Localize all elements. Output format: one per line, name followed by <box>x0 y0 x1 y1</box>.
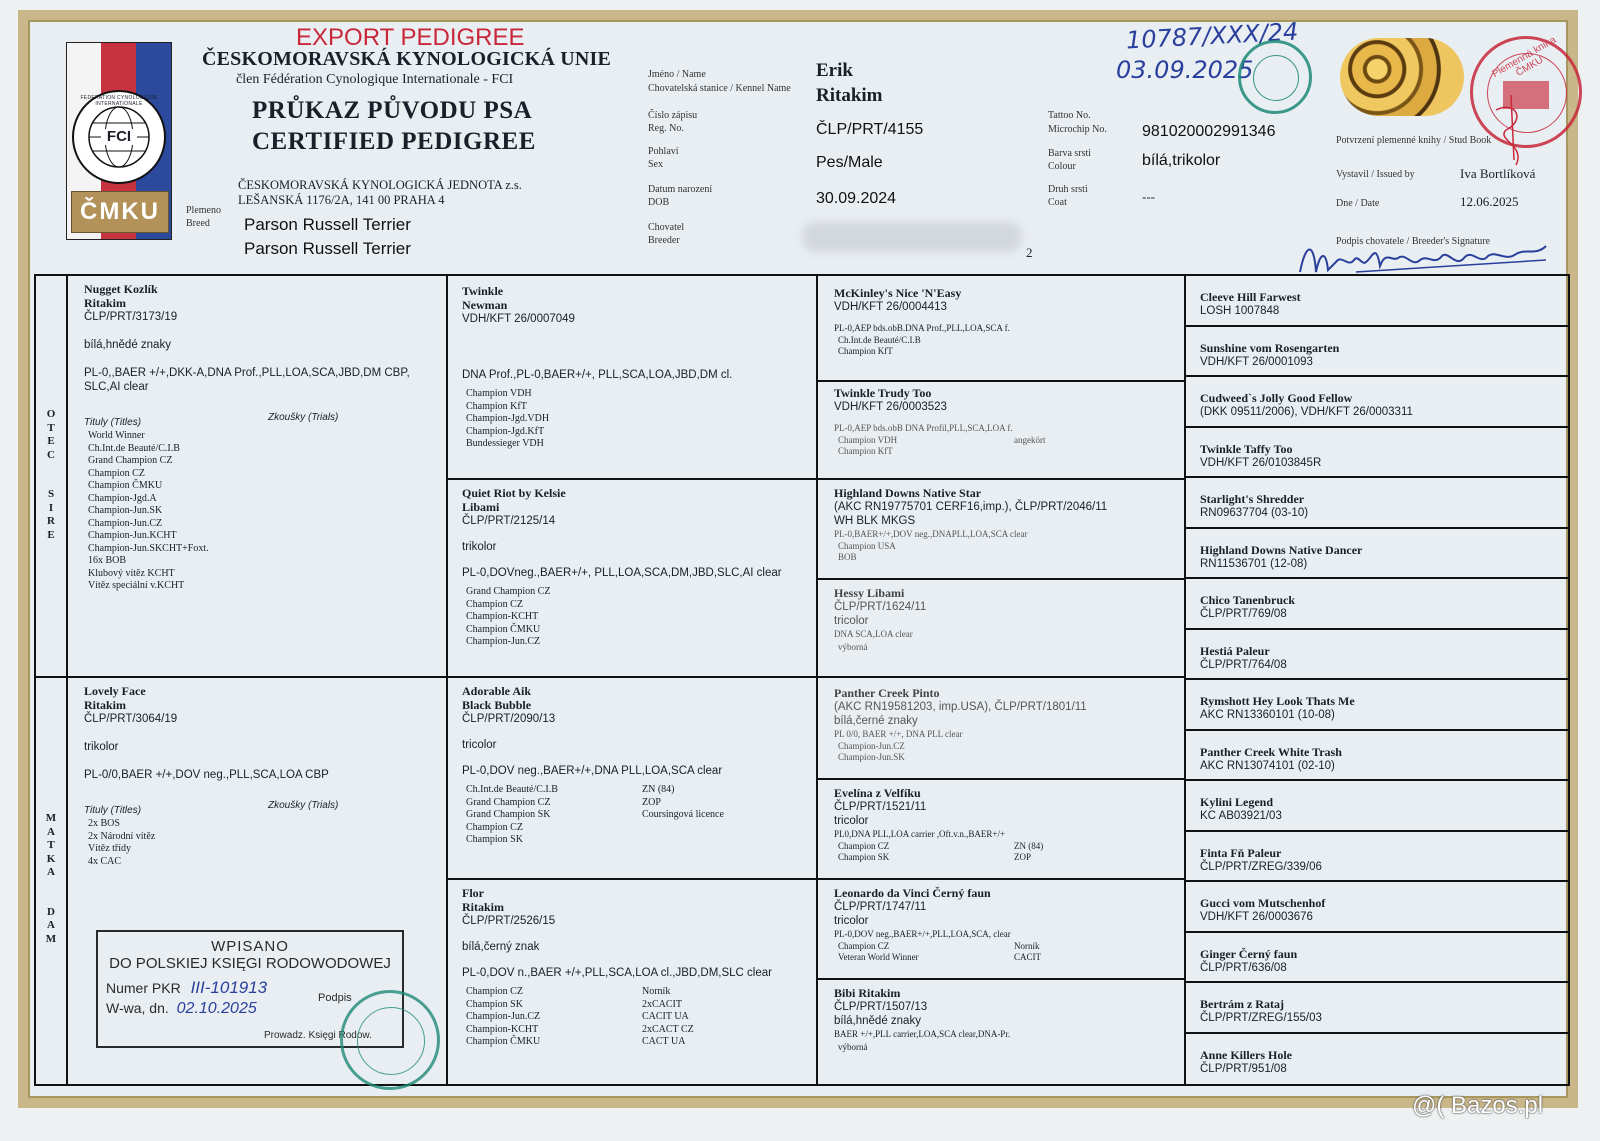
polish-number: III-101913 <box>190 978 268 997</box>
gen2-divider-3 <box>446 878 818 880</box>
sex-value: Pes/Male <box>816 154 883 171</box>
gen2-cell-1 <box>448 280 816 478</box>
gen4-row: Chico Tanenbruck ČLP/PRT/769/08 <box>1186 579 1568 630</box>
reg-label-cz: Číslo zápisu <box>648 110 698 121</box>
gen2-4-colour: bílá,černý znak <box>462 941 540 953</box>
gen4-row: Cudweed`s Jolly Good Fellow (DKK 09511/2006), VDH/KFT 26/0003311 <box>1186 377 1568 428</box>
gen3-4-titles: výborná <box>838 641 868 652</box>
breeder-label-cz: Chovatel <box>648 222 685 233</box>
gen2-2-kennel: Libami <box>462 500 500 514</box>
dam-reg: ČLP/PRT/3064/19 <box>84 713 178 725</box>
gen4-row: Ginger Černý faun ČLP/PRT/636/08 <box>1186 933 1568 984</box>
gen2-3-kennel: Black Bubble <box>462 698 532 712</box>
gen3-8-name: Bibi Ritakim <box>834 986 901 1000</box>
gen4-row: Sunshine vom Rosengarten VDH/KFT 26/0001093 <box>1186 327 1568 378</box>
dog-name: Erik <box>816 60 853 81</box>
gen3-8-titles: výborná <box>838 1041 868 1052</box>
breed-label-cz: Plemeno <box>186 205 221 216</box>
polish-stamp-line2: DO POLSKIEJ KSIĘGI RODOWODOWEJ <box>109 955 391 972</box>
sire-name: Nugget Kozlík <box>84 282 158 296</box>
gen3-3-titles: Champion USA BOB <box>838 540 896 562</box>
sire-titles-list: World Winner Ch.Int.de Beauté/C.I.B Grand Champion CZ Champion CZ Champion ČMKU Champion-Jgd.A Champion-Jun.SK Champion-Jun.CZ Champion-Jun.KCHT Champion-Jun.SKCHT+Foxt. 16x BOB Klubový vítěz KCHT Vítěz speciální v.KCHT <box>88 430 209 591</box>
sex-label-cz: Pohlaví <box>648 146 679 157</box>
dob-value: 30.09.2024 <box>816 190 897 207</box>
export-pedigree-stamp: EXPORT PEDIGREE <box>296 24 525 51</box>
watermark: @( Bazos.pl <box>1412 1092 1544 1119</box>
dam-name: Lovely Face <box>84 684 146 698</box>
dog-kennel: Ritakim <box>816 85 883 106</box>
gen3-8-colour: bílá,hnědé znaky <box>834 1015 921 1027</box>
breed-label-en: Breed <box>186 218 210 229</box>
polish-keeper-label: Prowadz. Księgi Rodow. <box>264 1030 372 1041</box>
org-member: člen Fédération Cynologique Internationale - FCI <box>236 72 514 87</box>
gen3-5-health: PL 0/0, BAER +/+, DNA PLL clear <box>834 729 963 739</box>
cmku-logo-mark <box>71 191 169 233</box>
colour-label-en: Colour <box>1048 161 1076 172</box>
microchip-value: 981020002991346 <box>1142 123 1276 140</box>
gen3-cell-5 <box>820 682 1184 778</box>
green-round-stamp <box>1238 40 1312 114</box>
side-label-divider <box>66 274 68 1086</box>
sire-cell <box>70 278 446 674</box>
polish-round-stamp <box>340 990 440 1090</box>
gen2-1-titles: Champion VDH Champion KfT Champion-Jgd.VDH Champion-Jgd.KfT Bundessieger VDH <box>466 388 550 449</box>
gen3-3-reg: (AKC RN19775701 CERF16,imp.), ČLP/PRT/2046/11 <box>834 501 1108 513</box>
gen2-1-health: DNA Prof.,PL-0,BAER+/+, PLL,SCA,LOA,JBD,DM cl. <box>462 369 733 381</box>
gen2-3-reg: ČLP/PRT/2090/13 <box>462 713 556 725</box>
sire-side-label: O T E C S I R E <box>46 408 56 541</box>
dam-kennel: Ritakim <box>84 698 126 712</box>
gen3-2-trial: angekört <box>1014 434 1046 445</box>
gen4-row: Cleeve Hill Farwest LOSH 1007848 <box>1186 276 1568 327</box>
reg-no: ČLP/PRT/4155 <box>816 121 924 138</box>
gen2-3-health: PL-0,DOV neg.,BAER+/+,DNA PLL,LOA,SCA clear <box>462 765 723 777</box>
gen3-1-reg: VDH/KFT 26/0004413 <box>834 301 947 313</box>
gen2-4-health: PL-0,DOV n.,BAER +/+,PLL,SCA,LOA cl.,JBD,DM,SLC clear <box>462 967 772 979</box>
gen4-column <box>1186 276 1568 1084</box>
gen3-8-reg: ČLP/PRT/1507/13 <box>834 1001 928 1013</box>
coat-value: --- <box>1142 189 1155 204</box>
title-cz: PRŮKAZ PŮVODU PSA <box>252 97 533 124</box>
cmku-logo <box>66 42 172 240</box>
breeder-signature-label: Podpis chovatele / Breeder's Signature <box>1336 236 1490 247</box>
gen4-row: Hestiá Paleur ČLP/PRT/764/08 <box>1186 630 1568 681</box>
polish-number-label: Numer PKR <box>106 980 181 996</box>
gen3-6-titles: Champion CZ Champion SK ZN (84) ZOP <box>838 840 1044 862</box>
breeder-blurred <box>802 222 1022 252</box>
dam-side-label: M A T K A D A M <box>45 812 57 945</box>
polish-sign-label: Podpis <box>318 992 352 1004</box>
polish-date: 02.10.2025 <box>176 1000 257 1017</box>
coat-label-cz: Druh srsti <box>1048 184 1088 195</box>
gen2-3-trials: ZN (84) ZOP Coursingová licence <box>642 784 724 820</box>
gen3-cell-1 <box>820 282 1184 380</box>
gen3-5-reg: (AKC RN19581203, imp.USA), ČLP/PRT/1801/11 <box>834 701 1087 713</box>
gen3-1-name: McKinley's Nice 'N'Easy <box>834 286 962 300</box>
gen2-3-name: Adorable Aik <box>462 684 532 698</box>
breeder-label-en: Breeder <box>648 235 680 246</box>
gen3-6-reg: ČLP/PRT/1521/11 <box>834 801 927 813</box>
gen4-row: Gucci vom Mutschenhof VDH/KFT 26/0003676 <box>1186 882 1568 933</box>
gen4-row: Kylini Legend KC AB03921/03 <box>1186 781 1568 832</box>
microchip-label: Microchip No. <box>1048 124 1107 135</box>
dam-colour: trikolor <box>84 741 119 753</box>
sex-label-en: Sex <box>648 159 663 170</box>
gen3-cell-6 <box>820 782 1184 878</box>
gen2-1-name: Twinkle <box>462 284 504 298</box>
gen3-5-name: Panther Creek Pinto <box>834 686 940 700</box>
gen3-2-reg: VDH/KFT 26/0003523 <box>834 401 947 413</box>
gen3-3-health: PL-0,BAER+/+,DOV neg.,DNAPLL,LOA,SCA clear <box>834 529 1028 539</box>
assoc-name: ČESKOMORAVSKÁ KYNOLOGICKÁ JEDNOTA z.s. <box>238 178 522 192</box>
gen3-1-titles: Ch.Int.de Beauté/C.I.B Champion KfT <box>838 334 921 356</box>
gen3-2-health: PL-0,AEP bds.obB DNA Profil,PLL,SCA,LOA f. <box>834 423 1013 433</box>
gen3-4-name: Hessy Libami <box>834 586 905 600</box>
gen3-cell-8 <box>820 982 1184 1082</box>
gen3-7-name: Leonardo da Vinci Černý faun <box>834 886 991 900</box>
sire-titles-label: Tituly (Titles) <box>84 417 142 428</box>
studbook-confirm-label: Potvrzení plemenné knihy / Stud Book <box>1336 135 1492 146</box>
gen3-3-colour: WH BLK MKGS <box>834 515 916 527</box>
gen2-cell-2 <box>448 482 816 676</box>
gen3-7-trials: Norník CACIT <box>1014 940 1041 962</box>
gen2-3-colour: tricolor <box>462 739 497 751</box>
breeder-suffix: 2 <box>1026 245 1033 260</box>
red-signature-icon <box>1486 90 1546 170</box>
gen4-row: Anne Killers Hole ČLP/PRT/951/08 <box>1200 1047 1292 1075</box>
gen3-6-trials: ZN (84) ZOP <box>1014 840 1044 862</box>
gen3-4-colour: tricolor <box>834 615 869 627</box>
gen2-4-titles: Champion CZ Champion SK Champion-Jun.CZ Champion-KCHT Champion ČMKU Norník 2xCACIT CACIT UA 2xCACT CZ CACT UA <box>466 986 694 1047</box>
gen3-6-health: PL0,DNA PLL,LOA carrier ,Oft.v.n.,BAER+/+ <box>834 829 1006 839</box>
gen4-row: Twinkle Taffy Too VDH/KFT 26/0103845R <box>1186 428 1568 479</box>
colour-label-cz: Barva srsti <box>1048 148 1092 159</box>
gen3-1-health: PL-0,AEP bds.obB.DNA Prof.,PLL,LOA,SCA f. <box>834 323 1010 333</box>
title-en: CERTIFIED PEDIGREE <box>252 128 536 155</box>
gen3-7-titles: Champion CZ Veteran World Winner Norník CACIT <box>838 940 1041 962</box>
dam-trials-label: Zkoušky (Trials) <box>268 800 339 811</box>
sire-trials-label: Zkoušky (Trials) <box>268 412 339 423</box>
assoc-address: LEŠANSKÁ 1176/2A, 141 00 PRAHA 4 <box>238 193 445 207</box>
polish-stamp-line1: WPISANO <box>211 938 289 955</box>
studbook-stamp-text: Plemenná kniha ČMKU <box>1490 34 1559 80</box>
gen3-4-reg: ČLP/PRT/1624/11 <box>834 601 927 613</box>
gen2-divider-1 <box>446 478 818 480</box>
gen2-cell-3 <box>448 680 816 878</box>
tattoo-label: Tattoo No. <box>1048 110 1091 121</box>
gen2-2-colour: trikolor <box>462 541 497 553</box>
gen2-4-trials: Norník 2xCACIT CACIT UA 2xCACT CZ CACT UA <box>642 986 694 1047</box>
sire-kennel: Ritakim <box>84 296 126 310</box>
gen4-row: Panther Creek White Trash AKC RN13074101 (02-10) <box>1186 731 1568 782</box>
dam-titles-list: 2x BOS 2x Národní vítěz Vítěz třídy 4x CAC <box>88 818 156 867</box>
gen3-8-health: BAER +/+,PLL carrier,LOA,SCA clear,DNA-Pr. <box>834 1029 1011 1039</box>
gen4-row: Bertrám z Rataj ČLP/PRT/ZREG/155/03 <box>1186 983 1568 1034</box>
date-value: 12.06.2025 <box>1460 194 1519 209</box>
gen2-1-kennel: Newman <box>462 298 508 312</box>
handwritten-date: 03.09.2025 <box>1116 56 1254 84</box>
gen2-cell-4 <box>448 882 816 1084</box>
gen3-cell-4 <box>820 582 1184 678</box>
gen3-6-colour: tricolor <box>834 815 869 827</box>
gen3-7-health: PL-0,DOV neg.,BAER+/+,PLL,LOA,SCA, clear <box>834 929 1011 939</box>
gen2-4-name: Flor <box>462 886 484 900</box>
date-label: Dne / Date <box>1336 198 1380 209</box>
coat-label-en: Coat <box>1048 197 1067 208</box>
gen2-4-kennel: Ritakim <box>462 900 504 914</box>
org-name: ČESKOMORAVSKÁ KYNOLOGICKÁ UNIE <box>202 48 612 70</box>
issued-label: Vystavil / Issued by <box>1336 169 1415 180</box>
gen4-row: Starlight's Shredder RN09637704 (03-10) <box>1186 478 1568 529</box>
gen3-4-health: DNA SCA,LOA clear <box>834 629 913 639</box>
issued-by: Iva Bortlíková <box>1460 166 1536 181</box>
gen3-cell-2 <box>820 382 1184 478</box>
handwritten-number: 10787/XXX/24 <box>1125 17 1300 55</box>
gen3-2-titles: Champion VDH Champion KfT angekört <box>838 434 1046 456</box>
gen2-2-name: Quiet Riot by Kelsie <box>462 486 566 500</box>
cmku-logo-text: ČMKU <box>80 198 160 225</box>
colour-value: bílá,trikolor <box>1142 152 1221 169</box>
gen2-3-titles: Ch.Int.de Beauté/C.I.B Grand Champion CZ Grand Champion SK Champion CZ Champion SK ZN (84) ZOP Coursingová licence <box>466 784 724 845</box>
gen3-5-colour: bílá,černé znaky <box>834 715 918 727</box>
dam-titles-label: Tituly (Titles) <box>84 805 142 816</box>
gen4-row: Finta Fň Paleur ČLP/PRT/ZREG/339/06 <box>1186 832 1568 883</box>
fci-ring-text: FEDERATION CYNOLOGIQUE INTERNATIONALE <box>80 95 158 107</box>
gen4-row: Highland Downs Native Dancer RN11536701 (12-08) <box>1186 529 1568 580</box>
gen3-5-titles: Champion-Jun.CZ Champion-Jun.SK <box>838 740 905 762</box>
sire-reg: ČLP/PRT/3173/19 <box>84 311 178 323</box>
gen2-1-reg: VDH/KFT 26/0007049 <box>462 313 575 325</box>
dob-label-cz: Datum narození <box>648 184 713 195</box>
gen3-3-name: Highland Downs Native Star <box>834 486 982 500</box>
breed-value-2: Parson Russell Terrier <box>244 239 411 258</box>
polish-date-label: W-wa, dn. <box>106 1000 169 1016</box>
sire-health: PL-0,,BAER +/+,DKK-A,DNA Prof.,PLL,LOA,SCA,JBD,DM CBP, SLC,AI clear <box>84 367 410 393</box>
gen3-cell-7 <box>820 882 1184 978</box>
hologram-sticker <box>1340 38 1464 116</box>
gen3-cell-3 <box>820 482 1184 578</box>
gen2-2-health: PL-0,DOVneg.,BAER+/+, PLL,LOA,SCA,DM,JBD,SLC,AI clear <box>462 567 782 579</box>
name-label: Jméno / Name <box>648 69 706 80</box>
kennel-label: Chovatelská stanice / Kennel Name <box>648 83 791 94</box>
gen3-7-colour: tricolor <box>834 915 869 927</box>
gen3-2-name: Twinkle Trudy Too <box>834 386 932 400</box>
gen2-4-reg: ČLP/PRT/2526/15 <box>462 915 556 927</box>
gen3-7-reg: ČLP/PRT/1747/11 <box>834 901 927 913</box>
breed-value-1: Parson Russell Terrier <box>244 215 411 234</box>
dam-health: PL-0/0,BAER +/+,DOV neg.,PLL,SCA,LOA CBP <box>84 769 329 781</box>
gen2-2-reg: ČLP/PRT/2125/14 <box>462 515 556 527</box>
fci-logo-text: FCI <box>106 128 132 145</box>
reg-label-en: Reg. No. <box>648 123 684 134</box>
gen3-6-name: Evelína z Velfíku <box>834 786 921 800</box>
gen4-row: Rymshott Hey Look Thats Me AKC RN13360101 (10-08) <box>1186 680 1568 731</box>
dob-label-en: DOB <box>648 197 670 208</box>
sire-colour: bílá,hnědé znaky <box>84 339 171 351</box>
gen2-2-titles: Grand Champion CZ Champion CZ Champion-KCHT Champion ČMKU Champion-Jun.CZ <box>466 586 551 647</box>
